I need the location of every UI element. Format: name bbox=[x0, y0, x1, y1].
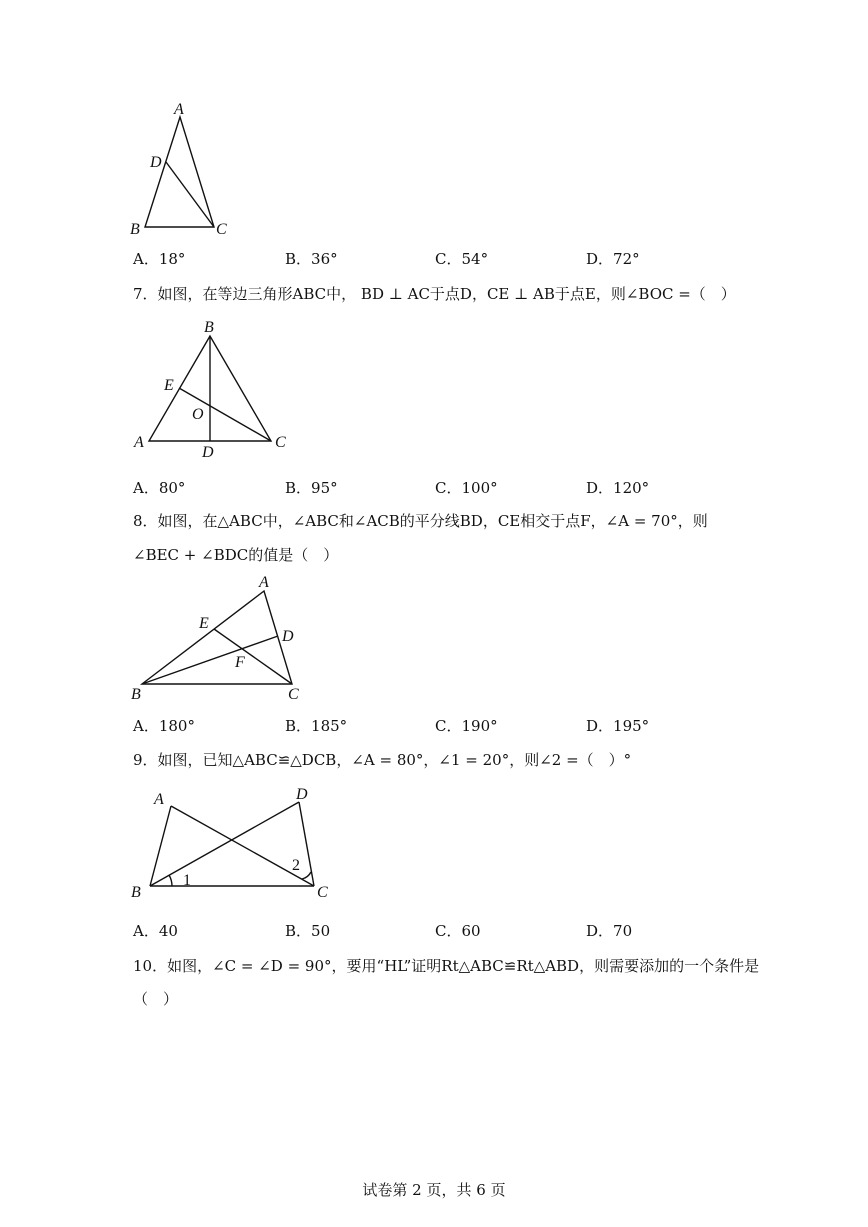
q9-label-b: B bbox=[131, 884, 141, 901]
q8-option-a[interactable]: A．180° bbox=[133, 717, 195, 735]
q9-angle-2-arc bbox=[302, 872, 311, 879]
q8-segment-ce bbox=[214, 629, 292, 684]
q6-segment-dc bbox=[166, 162, 214, 227]
q8-question-line2: ∠BEC + ∠BDC的值是（ ） bbox=[133, 546, 339, 564]
q8-label-a: A bbox=[259, 574, 269, 591]
q6-option-d[interactable]: D．72° bbox=[586, 250, 640, 268]
q8-figure bbox=[128, 572, 318, 707]
q6-label-b: B bbox=[130, 221, 140, 238]
q9-question-text: 9．如图，已知△ABC≌△DCB，∠A = 80°，∠1 = 20°，则∠2 =（ ）° bbox=[133, 751, 632, 769]
q9-segment-bd bbox=[150, 802, 299, 886]
q7-label-d: D bbox=[202, 444, 214, 461]
q9-label-a: A bbox=[154, 791, 164, 808]
q7-label-e: E bbox=[164, 377, 174, 394]
q6-figure bbox=[128, 101, 238, 239]
q6-triangle-abc bbox=[145, 117, 214, 227]
q7-question-text: 7．如图，在等边三角形ABC中， BD ⊥ AC于点D，CE ⊥ AB于点E，则∠BOC =（ ） bbox=[133, 285, 736, 303]
q9-label-c: C bbox=[317, 884, 328, 901]
q8-label-e: E bbox=[199, 615, 209, 632]
q7-label-o: O bbox=[192, 406, 204, 423]
q6-label-d: D bbox=[150, 154, 162, 171]
q9-option-c[interactable]: C．60 bbox=[435, 922, 481, 940]
q7-option-b[interactable]: B．95° bbox=[285, 479, 338, 497]
page-footer: 试卷第 2 页，共 6 页 bbox=[362, 1181, 506, 1199]
q7-label-b: B bbox=[204, 319, 214, 336]
q7-option-c[interactable]: C．100° bbox=[435, 479, 498, 497]
q8-label-d: D bbox=[282, 628, 294, 645]
q8-label-f: F bbox=[235, 654, 245, 671]
q8-option-c[interactable]: C．190° bbox=[435, 717, 498, 735]
q8-option-b[interactable]: B．185° bbox=[285, 717, 348, 735]
q7-option-d[interactable]: D．120° bbox=[586, 479, 650, 497]
q8-triangle-abc bbox=[142, 591, 292, 684]
q9-option-b[interactable]: B．50 bbox=[285, 922, 331, 940]
q10-question-line1: 10．如图，∠C = ∠D = 90°，要用“HL”证明Rt△ABC≌Rt△ABD，则需要添加的一个条件是 bbox=[133, 957, 760, 975]
q9-figure bbox=[128, 782, 343, 902]
q8-option-d[interactable]: D．195° bbox=[586, 717, 650, 735]
q8-question-line1: 8．如图，在△ABC中，∠ABC和∠ACB的平分线BD，CE相交于点F，∠A = 70°，则 bbox=[133, 512, 708, 530]
q7-option-a[interactable]: A．80° bbox=[133, 479, 186, 497]
q9-label-2: 2 bbox=[292, 857, 300, 874]
q8-label-c: C bbox=[288, 686, 299, 703]
q9-segment-dc bbox=[299, 802, 314, 886]
q6-option-a[interactable]: A．18° bbox=[133, 250, 186, 268]
q6-label-c: C bbox=[216, 221, 227, 238]
q10-question-line2: （ ） bbox=[133, 990, 179, 1008]
q7-figure bbox=[128, 316, 303, 464]
q9-label-d: D bbox=[296, 786, 308, 803]
q6-option-b[interactable]: B．36° bbox=[285, 250, 338, 268]
q9-option-a[interactable]: A．40 bbox=[133, 922, 178, 940]
q9-option-d[interactable]: D．70 bbox=[586, 922, 633, 940]
q9-segment-ac bbox=[171, 806, 314, 886]
q9-label-1: 1 bbox=[183, 872, 191, 889]
q7-label-c: C bbox=[275, 434, 286, 451]
q6-option-c[interactable]: C．54° bbox=[435, 250, 489, 268]
q7-label-a: A bbox=[134, 434, 144, 451]
q8-label-b: B bbox=[131, 686, 141, 703]
q9-segment-ab bbox=[150, 806, 171, 886]
q6-label-a: A bbox=[174, 101, 184, 118]
q9-angle-1-arc bbox=[169, 875, 172, 886]
